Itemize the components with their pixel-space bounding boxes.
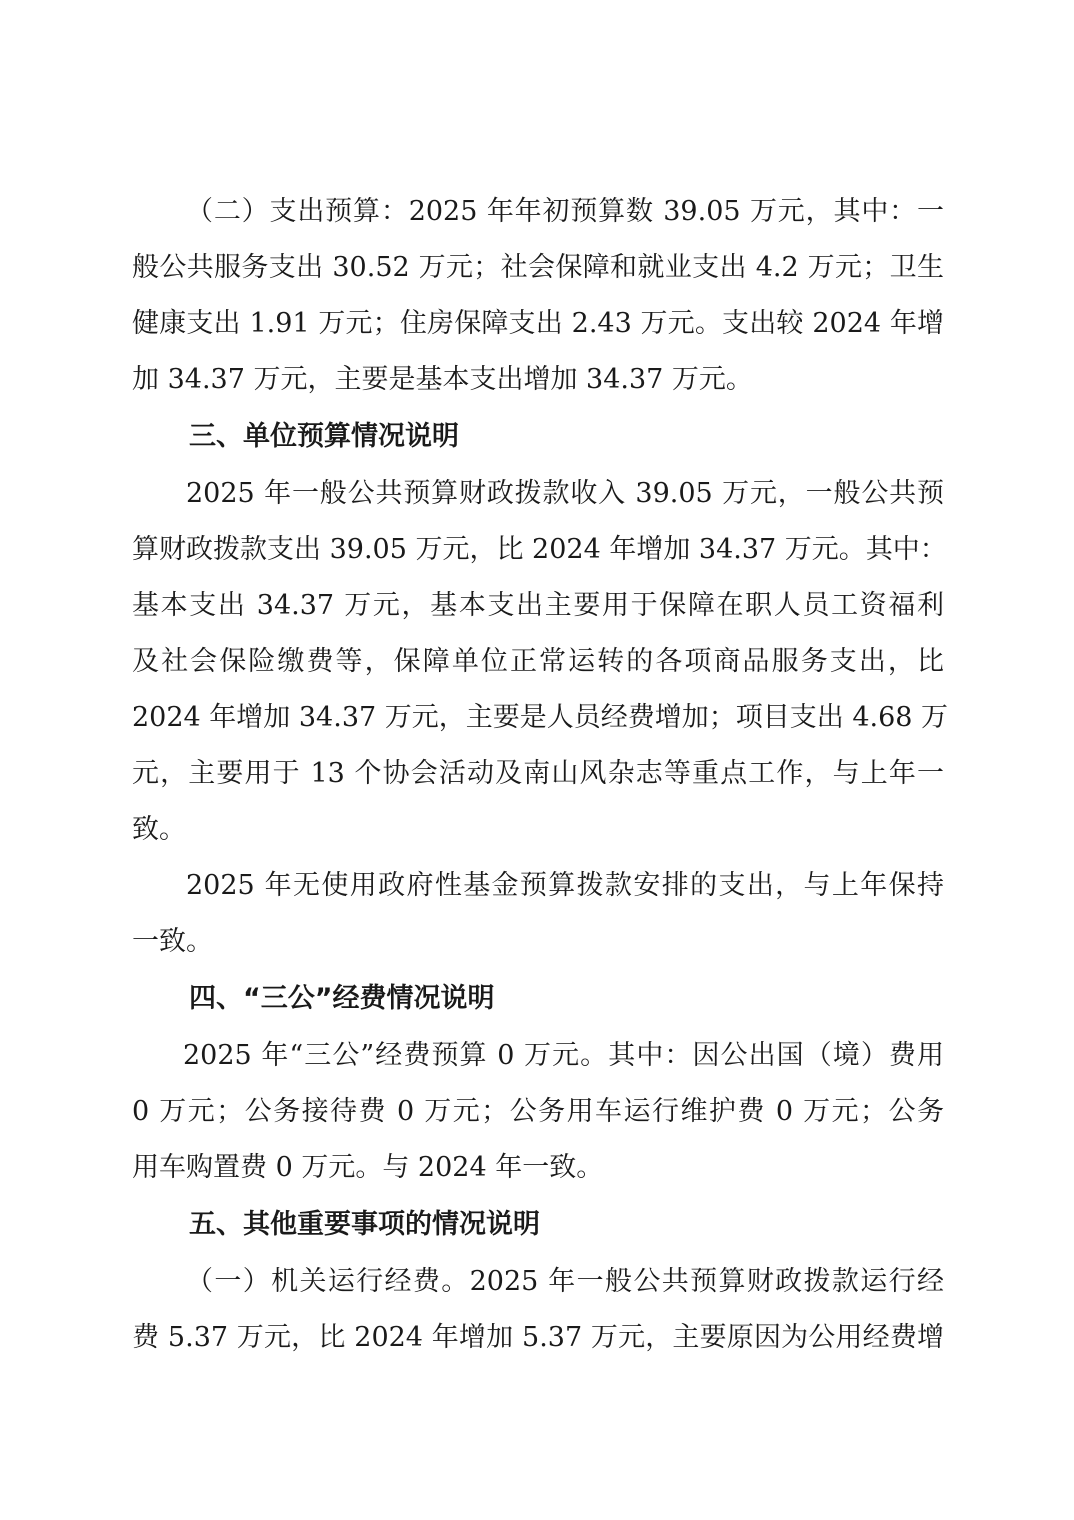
section-3-para1-line-7: 致。 (132, 814, 186, 845)
section-4-para-line-2: 0 万元；公务接待费 0 万元；公务用车运行维护费 0 万元；公务 (132, 1096, 944, 1127)
section-5-para-line-2: 费 5.37 万元，比 2024 年增加 5.37 万元，主要原因为公用经费增 (132, 1322, 944, 1353)
section-4-heading: 四、“三公”经费情况说明 (189, 983, 495, 1014)
section-3-para1-line-6: 元，主要用于 13 个协会活动及南山风杂志等重点工作，与上年一 (132, 758, 944, 789)
section-5-para-line-1: （一）机关运行经费。2025 年一般公共预算财政拨款运行经 (186, 1266, 944, 1297)
expense-line-1: （二）支出预算：2025 年年初预算数 39.05 万元，其中：一 (186, 196, 944, 227)
section-3-heading: 三、单位预算情况说明 (189, 421, 459, 452)
section-3-para1-line-4: 及社会保险缴费等，保障单位正常运转的各项商品服务支出，比 (132, 646, 944, 677)
section-3-para1-line-1: 2025 年一般公共预算财政拨款收入 39.05 万元，一般公共预 (186, 478, 944, 509)
expense-line-4: 加 34.37 万元，主要是基本支出增加 34.37 万元。 (132, 364, 753, 395)
section-3-para1-line-5: 2024 年增加 34.37 万元，主要是人员经费增加；项目支出 4.68 万 (132, 702, 949, 733)
section-3-para2-line-2: 一致。 (132, 926, 213, 957)
section-3-para1-line-2: 算财政拨款支出 39.05 万元，比 2024 年增加 34.37 万元。其中： (132, 534, 947, 565)
expense-line-2: 般公共服务支出 30.52 万元；社会保障和就业支出 4.2 万元；卫生 (132, 252, 944, 283)
section-3-para2-line-1: 2025 年无使用政府性基金预算拨款安排的支出，与上年保持 (186, 870, 944, 901)
section-4-para-line-1: 2025 年“三公”经费预算 0 万元。其中：因公出国（境）费用 (183, 1040, 944, 1071)
section-4-para-line-3: 用车购置费 0 万元。与 2024 年一致。 (132, 1152, 604, 1183)
section-5-heading: 五、其他重要事项的情况说明 (189, 1209, 540, 1240)
expense-line-3: 健康支出 1.91 万元；住房保障支出 2.43 万元。支出较 2024 年增 (132, 308, 944, 339)
section-3-para1-line-3: 基本支出 34.37 万元，基本支出主要用于保障在职人员工资福利 (132, 590, 944, 621)
